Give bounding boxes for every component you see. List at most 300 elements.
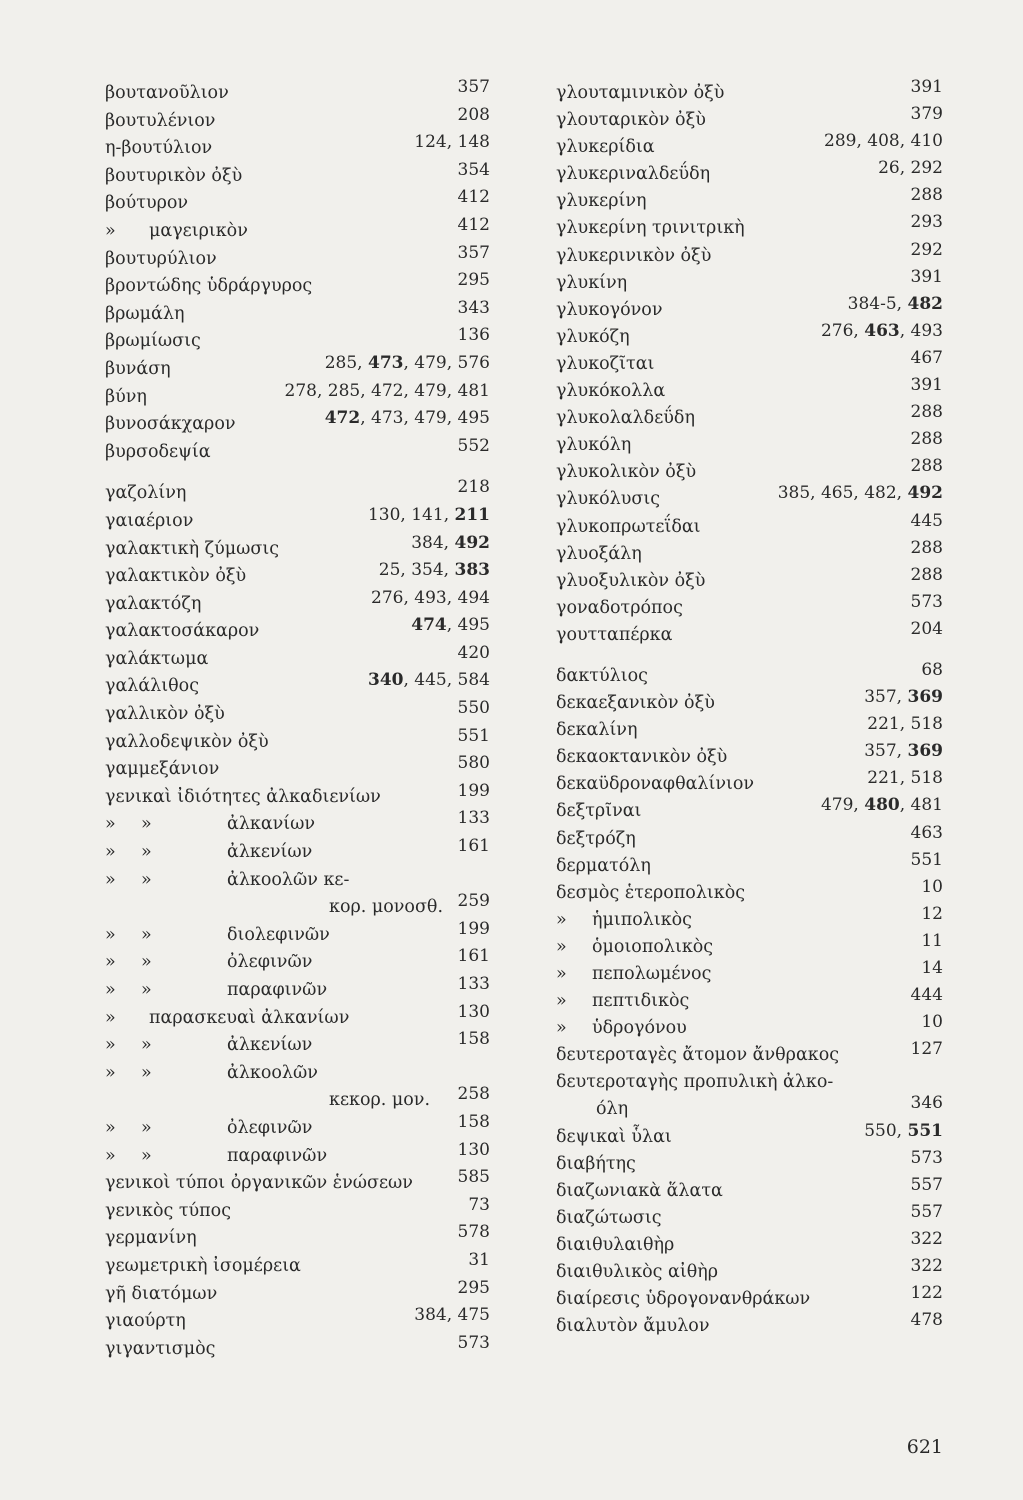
page-refs-main: 369 bbox=[907, 741, 943, 762]
page-refs: 551 bbox=[910, 849, 943, 870]
index-term bbox=[105, 80, 229, 108]
index-entry bbox=[105, 1084, 490, 1115]
term-text: γλυκόκολλα bbox=[556, 381, 666, 402]
term-text: ἀλκενίων bbox=[227, 1035, 313, 1056]
term-text: δεσμὸς ἑτεροπολικὸς bbox=[556, 882, 746, 903]
term-text: διαιθυλαιθὴρ bbox=[556, 1234, 675, 1255]
term-text: βουτυρικὸν ὀξὺ bbox=[105, 165, 243, 186]
term-text: δεκαλίνη bbox=[556, 720, 638, 741]
term-text: διαιθυλικὸς αἰθὴρ bbox=[556, 1262, 719, 1283]
term-text: δεκαοκτανικὸν ὀξὺ bbox=[556, 747, 728, 768]
page-refs: 354 bbox=[457, 159, 490, 180]
index-entry bbox=[556, 77, 943, 107]
term-text: γλυκολικὸν ὀξὺ bbox=[556, 462, 697, 483]
page-refs-pre: 384, bbox=[411, 532, 455, 553]
index-term bbox=[556, 717, 637, 744]
ditto-mark: » bbox=[556, 936, 567, 957]
page-refs-pre: 276, bbox=[820, 320, 865, 341]
term-text: δεξτρῖναι bbox=[556, 801, 642, 822]
index-entry bbox=[105, 1001, 490, 1033]
term-text: βουτυρύλιον bbox=[105, 248, 217, 269]
index-term bbox=[105, 811, 315, 839]
page-refs-post: , 479, 576 bbox=[403, 352, 490, 373]
index-term bbox=[556, 1178, 723, 1205]
index-entry bbox=[105, 698, 490, 729]
index-term bbox=[556, 853, 651, 880]
page-refs: 343 bbox=[457, 297, 490, 318]
index-term bbox=[105, 218, 248, 246]
term-text: γουτταπέρκα bbox=[556, 624, 673, 645]
term-text: βυνοσάκχαρον bbox=[105, 414, 236, 435]
term-text: βουτανοῦλιον bbox=[105, 83, 229, 103]
page-refs-pre: 385, 465, 482, bbox=[777, 483, 908, 504]
term-text: μαγειρικὸν bbox=[149, 220, 248, 241]
index-term bbox=[105, 922, 330, 950]
index-term bbox=[105, 108, 215, 136]
term-text: γλυκόλη bbox=[556, 435, 632, 456]
index-entry bbox=[105, 1332, 490, 1364]
page-refs: 204 bbox=[910, 618, 943, 639]
page-refs-pre: 357, bbox=[864, 741, 908, 762]
term-text: βρωμίωσις bbox=[105, 331, 201, 352]
index-term bbox=[556, 1015, 687, 1042]
page-refs: 276, 493, 494 bbox=[371, 587, 490, 608]
index-term bbox=[105, 977, 327, 1005]
index-entry bbox=[105, 270, 490, 301]
page-refs: 580 bbox=[457, 753, 490, 774]
page-refs-post: , 445, 584 bbox=[403, 670, 490, 691]
page-refs: 573 bbox=[910, 1147, 943, 1168]
term-text: δευτεροταγὴς προπυλικὴ ἀλκο- bbox=[556, 1072, 834, 1093]
index-entry bbox=[556, 510, 943, 541]
index-entry bbox=[556, 618, 943, 649]
term-text: γλυκόζη bbox=[556, 326, 630, 347]
page-refs: 585 bbox=[457, 1167, 490, 1188]
index-entry bbox=[105, 1194, 490, 1226]
term-text: ὁμοιοπολικὸς bbox=[592, 936, 714, 957]
index-term bbox=[105, 784, 381, 812]
page-refs-post: , 493 bbox=[899, 320, 943, 341]
index-term bbox=[556, 1232, 674, 1259]
page-refs-main: 369 bbox=[907, 687, 943, 708]
index-entry bbox=[556, 212, 943, 242]
index-term bbox=[105, 646, 208, 674]
page-refs: 444 bbox=[910, 985, 943, 1006]
ditto-mark: » bbox=[105, 1117, 116, 1138]
page-refs bbox=[864, 684, 943, 711]
page-refs: 420 bbox=[457, 642, 490, 663]
term-text: γλυκερινικὸν ὀξὺ bbox=[556, 245, 712, 266]
page-refs-main: 463 bbox=[864, 320, 900, 341]
index-term bbox=[556, 1042, 839, 1069]
index-entry bbox=[556, 1012, 943, 1042]
term-text: κορ. μονοσθ. bbox=[329, 897, 444, 918]
index-term bbox=[556, 188, 646, 215]
index-entry bbox=[105, 132, 490, 163]
index-term bbox=[556, 1259, 718, 1286]
term-text: γαμμεξάνιον bbox=[105, 759, 220, 780]
page-refs: 322 bbox=[910, 1228, 943, 1249]
index-column-right bbox=[556, 77, 943, 1340]
ditto-mark: » bbox=[556, 909, 567, 930]
page-refs-pre: 550, bbox=[864, 1120, 908, 1141]
index-term bbox=[105, 1170, 413, 1198]
page-refs-pre: 357, bbox=[864, 687, 908, 708]
page-refs-post: , 481 bbox=[899, 795, 943, 816]
index-term bbox=[105, 508, 193, 536]
term-text: γλυκίνη bbox=[556, 272, 628, 293]
index-entry bbox=[105, 187, 490, 218]
page-refs: 445 bbox=[910, 510, 943, 531]
page-refs-post: , 495 bbox=[446, 615, 490, 636]
ditto-mark: » bbox=[105, 220, 116, 241]
index-term bbox=[105, 1005, 349, 1033]
page-refs: 259 bbox=[457, 891, 490, 912]
page-refs-main: 473 bbox=[367, 352, 404, 373]
page-refs: 10 bbox=[921, 1012, 943, 1033]
page-refs-pre: 479, bbox=[820, 795, 865, 816]
term-text: βουτυλένιον bbox=[105, 110, 216, 131]
section-gap bbox=[105, 466, 490, 480]
term-text: γενικαὶ ἰδιότητες ἀλκαδιενίων bbox=[105, 786, 381, 807]
ditto-mark: » bbox=[141, 869, 152, 890]
index-entry bbox=[556, 483, 943, 513]
term-text: γιαούρτη bbox=[105, 1311, 186, 1332]
index-entry bbox=[105, 297, 490, 329]
index-entry bbox=[556, 903, 943, 934]
index-term bbox=[105, 246, 217, 274]
page-refs: 412 bbox=[457, 187, 490, 208]
ditto-mark: » bbox=[556, 1018, 567, 1039]
term-text: γλυκοπρωτεΐδαι bbox=[556, 516, 701, 537]
page-refs: 288 bbox=[910, 185, 943, 206]
index-term bbox=[556, 961, 711, 988]
index-entry bbox=[105, 780, 490, 812]
index-term bbox=[105, 190, 188, 218]
page-refs bbox=[368, 667, 490, 695]
index-term bbox=[556, 568, 705, 595]
index-term bbox=[556, 80, 724, 107]
ditto-mark: » bbox=[141, 924, 152, 945]
term-text: γερμανίνη bbox=[105, 1228, 197, 1249]
page-refs-pre: 285, bbox=[324, 352, 368, 373]
index-entry bbox=[556, 958, 943, 988]
page-refs: 463 bbox=[910, 822, 943, 843]
term-text: ὀλεφινῶν bbox=[227, 1117, 313, 1138]
index-entry bbox=[556, 1120, 943, 1151]
page-refs-main: 340 bbox=[367, 670, 404, 691]
index-term bbox=[105, 411, 236, 439]
index-term bbox=[556, 622, 672, 649]
index-term bbox=[105, 273, 312, 301]
index-term bbox=[556, 541, 642, 568]
term-text: παραφινῶν bbox=[227, 1145, 328, 1166]
ditto-mark: » bbox=[556, 991, 567, 1012]
index-term bbox=[556, 1205, 662, 1232]
index-term bbox=[105, 384, 147, 412]
page-refs: 31 bbox=[468, 1249, 490, 1270]
ditto-mark: » bbox=[141, 1117, 152, 1138]
ditto-mark: » bbox=[141, 1145, 152, 1166]
index-term bbox=[105, 480, 186, 508]
page-refs-pre: 130, 141, bbox=[367, 504, 455, 525]
page-refs: 550 bbox=[457, 698, 490, 719]
ditto-mark: » bbox=[105, 842, 116, 863]
page-refs: 573 bbox=[910, 591, 943, 612]
index-term bbox=[105, 1225, 197, 1253]
index-term bbox=[556, 1096, 628, 1123]
index-entry bbox=[556, 320, 943, 351]
page-refs bbox=[411, 612, 490, 640]
page-refs: 127 bbox=[910, 1039, 943, 1060]
index-entry bbox=[105, 974, 490, 1005]
page-refs-main: 551 bbox=[907, 1120, 943, 1141]
term-text: ἀλκοολῶν κε- bbox=[227, 869, 350, 890]
term-text: γλυοξάλη bbox=[556, 543, 642, 564]
term-text: γλυκερίδια bbox=[556, 137, 655, 158]
index-term bbox=[556, 1124, 672, 1151]
term-text: γαλακτόζη bbox=[105, 593, 202, 614]
index-entry bbox=[105, 1167, 490, 1198]
index-term bbox=[105, 591, 201, 619]
term-text: δευτεροταγὲς ἄτομον ἄνθρακος bbox=[556, 1045, 840, 1066]
term-text: πεπτιδικὸς bbox=[592, 991, 690, 1012]
index-entry bbox=[105, 670, 490, 701]
term-text: βύνη bbox=[105, 386, 147, 407]
index-term bbox=[556, 134, 655, 161]
page-refs: 357 bbox=[457, 77, 490, 97]
ditto-mark: » bbox=[141, 814, 152, 835]
index-entry bbox=[105, 1139, 490, 1171]
index-term bbox=[556, 1151, 636, 1178]
page-refs: 379 bbox=[910, 104, 943, 125]
index-term bbox=[105, 563, 246, 591]
page-refs: 552 bbox=[457, 435, 490, 456]
index-entry bbox=[105, 77, 490, 108]
index-term bbox=[105, 894, 443, 922]
page-refs bbox=[368, 502, 490, 530]
index-entry bbox=[556, 239, 943, 270]
term-text: ἀλκανίων bbox=[227, 814, 316, 835]
index-entry bbox=[105, 918, 490, 950]
page-refs: 357 bbox=[457, 242, 490, 263]
page-refs: 557 bbox=[910, 1201, 943, 1222]
index-entry bbox=[556, 375, 943, 405]
ditto-mark: » bbox=[105, 980, 116, 1000]
page-refs: 391 bbox=[910, 77, 943, 97]
index-term bbox=[556, 663, 648, 690]
index-term bbox=[556, 826, 636, 853]
page-refs bbox=[325, 350, 490, 378]
page-refs: 199 bbox=[457, 780, 490, 801]
page-refs bbox=[778, 480, 943, 507]
index-term bbox=[556, 1286, 810, 1313]
index-entry bbox=[556, 1310, 943, 1340]
index-entry bbox=[556, 591, 943, 622]
term-text: διαίρεσις ὑδρογονανθράκων bbox=[556, 1289, 811, 1310]
term-text: γαλακτικὴ ζύμωσις bbox=[105, 538, 280, 559]
index-term bbox=[556, 324, 630, 351]
term-text: γλυκογόνον bbox=[556, 299, 663, 320]
index-entry bbox=[105, 808, 490, 839]
page-refs-pre: 384-5, bbox=[847, 293, 908, 314]
term-text: η-βουτύλιον bbox=[105, 138, 213, 159]
term-text: ἀλκενίων bbox=[227, 842, 313, 863]
term-text: ἀλκοολῶν bbox=[227, 1062, 318, 1083]
page-refs: 158 bbox=[457, 1111, 490, 1132]
index-term bbox=[105, 1253, 301, 1281]
index-term bbox=[556, 595, 683, 622]
index-entry bbox=[105, 946, 490, 977]
index-entry bbox=[105, 1060, 490, 1088]
index-term bbox=[556, 744, 727, 771]
index-term bbox=[556, 988, 689, 1015]
ditto-mark: » bbox=[105, 1062, 116, 1083]
index-entry bbox=[105, 615, 490, 646]
index-entry bbox=[105, 408, 490, 439]
index-entry bbox=[556, 985, 943, 1015]
page-refs-main: 492 bbox=[454, 532, 490, 553]
page-refs: 14 bbox=[921, 958, 943, 978]
page-refs-main: 383 bbox=[454, 560, 490, 581]
index-entry bbox=[105, 891, 490, 922]
term-text: γλυκόλυσις bbox=[556, 489, 661, 510]
index-term bbox=[105, 1143, 327, 1171]
page-refs: 467 bbox=[910, 347, 943, 368]
index-term bbox=[105, 756, 219, 784]
term-text: βροντώδης ὑδράργυρος bbox=[105, 276, 313, 297]
term-text: βυρσοδεψία bbox=[105, 441, 211, 462]
index-entry bbox=[556, 158, 943, 188]
ditto-mark: » bbox=[141, 842, 152, 863]
index-term bbox=[556, 161, 710, 188]
index-column-left bbox=[105, 77, 490, 1363]
index-term bbox=[105, 328, 201, 356]
index-term bbox=[556, 934, 713, 961]
index-term bbox=[556, 486, 660, 513]
index-entry bbox=[556, 930, 943, 961]
term-text: γλυκερίνη τρινιτρικὴ bbox=[556, 218, 745, 239]
index-entry bbox=[556, 564, 943, 595]
index-term bbox=[556, 907, 692, 934]
page-refs: 288 bbox=[910, 456, 943, 477]
term-text: γαλακτικὸν ὀξὺ bbox=[105, 566, 247, 587]
index-term bbox=[556, 771, 754, 798]
page-refs: 295 bbox=[457, 1277, 490, 1298]
index-term bbox=[556, 378, 665, 405]
index-entry bbox=[105, 1249, 490, 1281]
page-refs: 130 bbox=[457, 1001, 490, 1022]
page-refs: 122 bbox=[910, 1283, 943, 1304]
term-text: γλυκοζῖται bbox=[556, 353, 655, 374]
index-term bbox=[105, 1087, 430, 1115]
ditto-mark: » bbox=[105, 924, 116, 945]
page-refs: 221, 518 bbox=[867, 768, 943, 789]
term-text: κεκορ. μον. bbox=[329, 1090, 431, 1111]
term-text: διαζώτωσις bbox=[556, 1207, 662, 1228]
term-text: γαιαέριον bbox=[105, 510, 194, 531]
term-text: γενικὸς τύπος bbox=[105, 1200, 232, 1221]
page-refs: 161 bbox=[457, 836, 490, 857]
term-text: γαλλοδεψικὸν ὀξὺ bbox=[105, 731, 269, 752]
page-refs: 557 bbox=[910, 1174, 943, 1195]
page-refs: 288 bbox=[910, 402, 943, 423]
term-text: διαλυτὸν ἄμυλον bbox=[556, 1316, 710, 1337]
term-text: γαλάκτωμα bbox=[105, 648, 209, 669]
index-entry bbox=[105, 867, 490, 895]
ditto-mark: » bbox=[141, 952, 152, 973]
index-entry bbox=[105, 1029, 490, 1060]
page-refs: 478 bbox=[910, 1310, 943, 1331]
term-text: γαλλικὸν ὀξὺ bbox=[105, 704, 225, 725]
page-refs: 258 bbox=[457, 1084, 490, 1105]
page-refs: 133 bbox=[457, 808, 490, 829]
index-term bbox=[105, 439, 211, 467]
index-entry bbox=[556, 876, 943, 907]
index-term bbox=[556, 690, 715, 717]
page-refs bbox=[821, 792, 943, 819]
index-entry bbox=[556, 822, 943, 853]
page-refs: 199 bbox=[457, 918, 490, 939]
page-refs-main: 482 bbox=[907, 293, 943, 314]
page-refs-pre: 25, 354, bbox=[378, 560, 455, 581]
index-term bbox=[105, 536, 279, 564]
term-text: διαζωνιακὰ ἅλατα bbox=[556, 1180, 723, 1201]
page-refs bbox=[325, 405, 490, 433]
term-text: γλυκολαλδεΰδη bbox=[556, 408, 695, 429]
ditto-mark: » bbox=[141, 1062, 152, 1083]
term-text: βρωμάλη bbox=[105, 303, 185, 324]
term-text: γενικοὶ τύποι ὀργανικῶν ἑνώσεων bbox=[105, 1173, 413, 1194]
page-refs: 161 bbox=[457, 946, 490, 967]
index-term bbox=[105, 949, 312, 977]
index-entry bbox=[105, 836, 490, 867]
index-entry bbox=[105, 214, 490, 246]
index-term bbox=[556, 215, 745, 242]
term-text: γαζολίνη bbox=[105, 483, 187, 504]
index-entry bbox=[105, 1111, 490, 1143]
term-text: ἡμιπολικὸς bbox=[592, 909, 692, 930]
page-refs: 322 bbox=[910, 1256, 943, 1277]
page-refs: 391 bbox=[910, 375, 943, 396]
page-refs bbox=[864, 738, 943, 765]
page-refs: 573 bbox=[457, 1332, 490, 1353]
term-text: γοναδοτρόπος bbox=[556, 597, 683, 618]
index-term bbox=[556, 270, 627, 297]
term-text: δεψικαὶ ὗλαι bbox=[556, 1126, 672, 1147]
term-text: γλουταμινικὸν ὀξὺ bbox=[556, 83, 725, 103]
index-term bbox=[105, 1198, 231, 1226]
index-term bbox=[105, 163, 242, 191]
index-term bbox=[556, 405, 695, 432]
term-text: δεκαεξανικὸν ὀξὺ bbox=[556, 693, 715, 714]
term-text: δερματόλη bbox=[556, 855, 651, 876]
term-text: όλη bbox=[596, 1099, 629, 1120]
page-refs: 26, 292 bbox=[878, 158, 943, 179]
page-refs-main: 211 bbox=[454, 504, 490, 525]
index-entry bbox=[556, 1201, 943, 1232]
term-text: ὑδρογόνου bbox=[592, 1018, 687, 1039]
index-term bbox=[556, 1313, 709, 1340]
page-refs: 130 bbox=[457, 1139, 490, 1160]
ditto-mark: » bbox=[556, 964, 567, 984]
page-refs: 208 bbox=[457, 104, 490, 125]
index-term bbox=[105, 673, 199, 701]
index-term bbox=[105, 1032, 312, 1060]
page-refs: 278, 285, 472, 479, 481 bbox=[284, 380, 490, 401]
page-refs: 133 bbox=[457, 974, 490, 994]
index-term bbox=[105, 618, 259, 646]
